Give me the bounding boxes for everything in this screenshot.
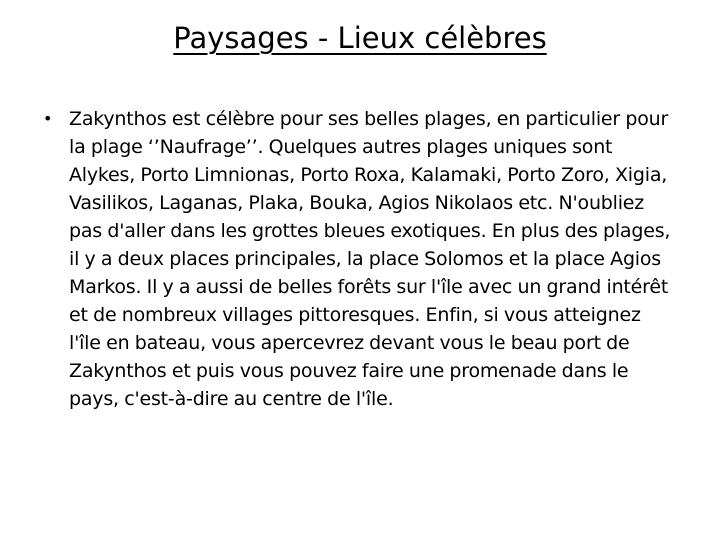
bullet-list xyxy=(0,105,677,413)
bullet-text: Zakynthos est célèbre pour ses belles plages, en particulier pour la plage ‘’Naufrage’’. Quelques autres plages uniques sont Alykes, Porto Limnionas, Porto Roxa, Kalamaki, Porto Zoro, Xigia, Vasilikos, Laganas, Plaka, Bouka, Agios Nikolaos etc. N'oubliez pas d'aller dans les grottes bleues exotiques. En plus des plages, il y a deux places principales, la place Solomos et la place Agios Markos. Il y a aussi de belles forêts sur l'île avec un grand intérêt et de nombreux villages pittoresques. Enfin, si vous atteignez l'île en bateau, vous apercevrez devant vous le beau port de Zakynthos et puis vous pouvez faire une promenade dans le pays, c'est-à-dire au centre de l'île. xyxy=(69,108,671,410)
bullet-item xyxy=(0,105,677,413)
slide-title-text: Paysages - Lieux célèbres xyxy=(173,21,547,55)
slide-title xyxy=(0,18,720,58)
bullet-marker: • xyxy=(43,109,53,128)
